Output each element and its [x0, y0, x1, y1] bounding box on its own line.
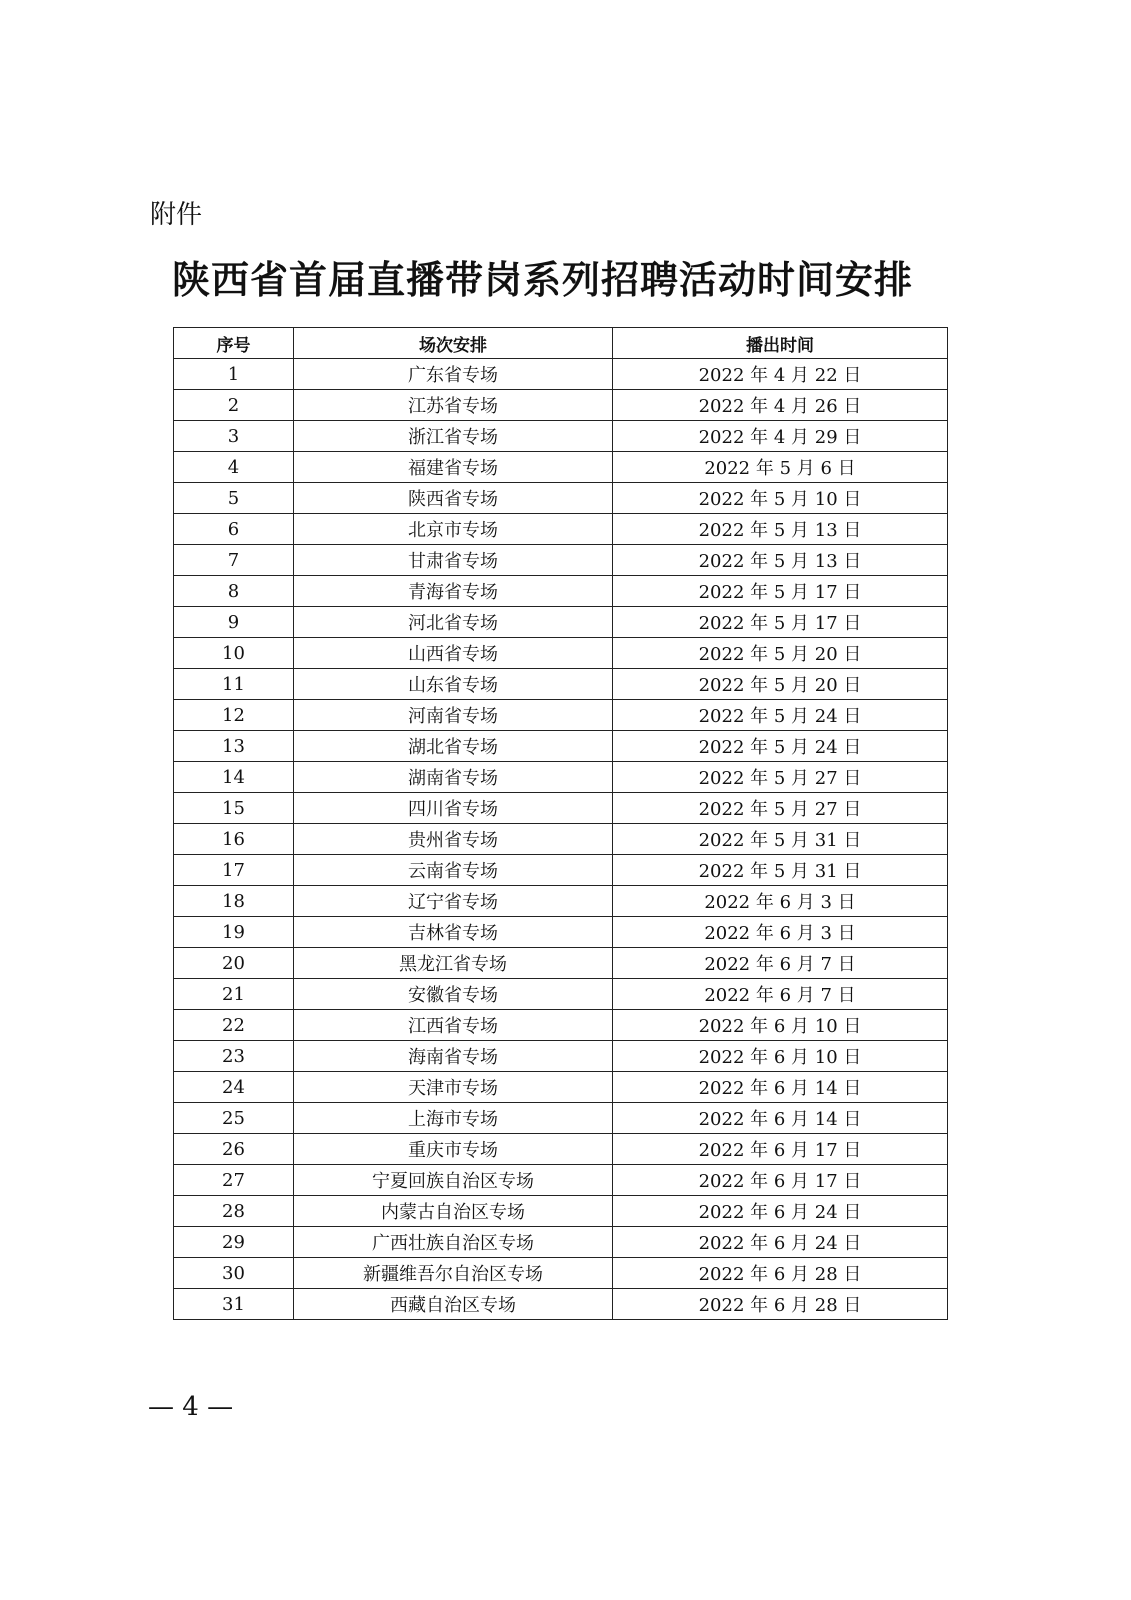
cell-session: 广东省专场 — [294, 359, 613, 390]
table-row — [174, 483, 948, 514]
cell-session: 天津市专场 — [294, 1072, 613, 1103]
table-row — [174, 1289, 948, 1320]
cell-session: 浙江省专场 — [294, 421, 613, 452]
cell-serial-number: 12 — [174, 700, 294, 731]
cell-serial-number: 23 — [174, 1041, 294, 1072]
header-session: 场次安排 — [294, 328, 613, 359]
cell-session: 重庆市专场 — [294, 1134, 613, 1165]
cell-session: 辽宁省专场 — [294, 886, 613, 917]
table-row — [174, 1258, 948, 1289]
cell-broadcast-time: 2022 年 5 月 17 日 — [613, 576, 948, 607]
table-row — [174, 638, 948, 669]
cell-serial-number: 29 — [174, 1227, 294, 1258]
table-row — [174, 1072, 948, 1103]
table-row — [174, 793, 948, 824]
cell-session: 新疆维吾尔自治区专场 — [294, 1258, 613, 1289]
cell-session: 安徽省专场 — [294, 979, 613, 1010]
cell-serial-number: 7 — [174, 545, 294, 576]
cell-broadcast-time: 2022 年 5 月 20 日 — [613, 638, 948, 669]
schedule-table — [173, 327, 948, 1320]
cell-broadcast-time: 2022 年 6 月 28 日 — [613, 1258, 948, 1289]
cell-broadcast-time: 2022 年 5 月 31 日 — [613, 824, 948, 855]
table-row — [174, 917, 948, 948]
cell-broadcast-time: 2022 年 6 月 3 日 — [613, 886, 948, 917]
cell-serial-number: 15 — [174, 793, 294, 824]
cell-serial-number: 5 — [174, 483, 294, 514]
cell-broadcast-time: 2022 年 5 月 27 日 — [613, 793, 948, 824]
cell-serial-number: 31 — [174, 1289, 294, 1320]
cell-serial-number: 2 — [174, 390, 294, 421]
cell-session: 江西省专场 — [294, 1010, 613, 1041]
table-header-row — [174, 328, 948, 359]
cell-broadcast-time: 2022 年 5 月 27 日 — [613, 762, 948, 793]
table-row — [174, 359, 948, 390]
cell-serial-number: 26 — [174, 1134, 294, 1165]
cell-serial-number: 16 — [174, 824, 294, 855]
cell-serial-number: 8 — [174, 576, 294, 607]
cell-serial-number: 21 — [174, 979, 294, 1010]
cell-broadcast-time: 2022 年 6 月 3 日 — [613, 917, 948, 948]
table-row — [174, 886, 948, 917]
cell-serial-number: 14 — [174, 762, 294, 793]
document-title: 陕西省首届直播带岗系列招聘活动时间安排 — [172, 258, 914, 302]
table-row — [174, 731, 948, 762]
cell-broadcast-time: 2022 年 4 月 26 日 — [613, 390, 948, 421]
cell-broadcast-time: 2022 年 6 月 14 日 — [613, 1103, 948, 1134]
cell-serial-number: 24 — [174, 1072, 294, 1103]
cell-session: 四川省专场 — [294, 793, 613, 824]
table-row — [174, 979, 948, 1010]
table-row — [174, 1103, 948, 1134]
cell-serial-number: 13 — [174, 731, 294, 762]
table-row — [174, 700, 948, 731]
table-row — [174, 1010, 948, 1041]
page-number: — 4 — — [148, 1392, 234, 1422]
cell-serial-number: 9 — [174, 607, 294, 638]
table-row — [174, 421, 948, 452]
cell-session: 贵州省专场 — [294, 824, 613, 855]
header-serial-number: 序号 — [174, 328, 294, 359]
cell-session: 福建省专场 — [294, 452, 613, 483]
cell-broadcast-time: 2022 年 6 月 7 日 — [613, 948, 948, 979]
table-body — [174, 359, 948, 1320]
cell-broadcast-time: 2022 年 4 月 29 日 — [613, 421, 948, 452]
cell-broadcast-time: 2022 年 5 月 24 日 — [613, 731, 948, 762]
header-broadcast-time: 播出时间 — [613, 328, 948, 359]
cell-serial-number: 11 — [174, 669, 294, 700]
cell-broadcast-time: 2022 年 5 月 6 日 — [613, 452, 948, 483]
cell-broadcast-time: 2022 年 5 月 24 日 — [613, 700, 948, 731]
cell-serial-number: 19 — [174, 917, 294, 948]
table-row — [174, 1165, 948, 1196]
table-row — [174, 576, 948, 607]
cell-broadcast-time: 2022 年 5 月 13 日 — [613, 545, 948, 576]
cell-serial-number: 20 — [174, 948, 294, 979]
cell-serial-number: 22 — [174, 1010, 294, 1041]
cell-serial-number: 4 — [174, 452, 294, 483]
cell-broadcast-time: 2022 年 4 月 22 日 — [613, 359, 948, 390]
cell-session: 上海市专场 — [294, 1103, 613, 1134]
table-row — [174, 607, 948, 638]
table-row — [174, 824, 948, 855]
cell-broadcast-time: 2022 年 6 月 24 日 — [613, 1196, 948, 1227]
cell-session: 海南省专场 — [294, 1041, 613, 1072]
cell-broadcast-time: 2022 年 5 月 13 日 — [613, 514, 948, 545]
cell-session: 云南省专场 — [294, 855, 613, 886]
cell-session: 湖南省专场 — [294, 762, 613, 793]
cell-broadcast-time: 2022 年 6 月 17 日 — [613, 1165, 948, 1196]
cell-session: 青海省专场 — [294, 576, 613, 607]
cell-serial-number: 6 — [174, 514, 294, 545]
cell-session: 黑龙江省专场 — [294, 948, 613, 979]
table-row — [174, 545, 948, 576]
cell-session: 吉林省专场 — [294, 917, 613, 948]
cell-serial-number: 3 — [174, 421, 294, 452]
cell-session: 宁夏回族自治区专场 — [294, 1165, 613, 1196]
table-row — [174, 452, 948, 483]
cell-broadcast-time: 2022 年 5 月 10 日 — [613, 483, 948, 514]
cell-serial-number: 28 — [174, 1196, 294, 1227]
cell-broadcast-time: 2022 年 6 月 7 日 — [613, 979, 948, 1010]
table-row — [174, 948, 948, 979]
table-row — [174, 855, 948, 886]
cell-broadcast-time: 2022 年 6 月 10 日 — [613, 1010, 948, 1041]
cell-session: 西藏自治区专场 — [294, 1289, 613, 1320]
cell-broadcast-time: 2022 年 6 月 17 日 — [613, 1134, 948, 1165]
cell-session: 陕西省专场 — [294, 483, 613, 514]
cell-broadcast-time: 2022 年 5 月 20 日 — [613, 669, 948, 700]
table-row — [174, 669, 948, 700]
cell-session: 河北省专场 — [294, 607, 613, 638]
cell-session: 山东省专场 — [294, 669, 613, 700]
table-row — [174, 1134, 948, 1165]
cell-serial-number: 27 — [174, 1165, 294, 1196]
cell-broadcast-time: 2022 年 5 月 31 日 — [613, 855, 948, 886]
cell-session: 山西省专场 — [294, 638, 613, 669]
table-row — [174, 1041, 948, 1072]
cell-serial-number: 18 — [174, 886, 294, 917]
table-row — [174, 390, 948, 421]
cell-broadcast-time: 2022 年 6 月 28 日 — [613, 1289, 948, 1320]
cell-broadcast-time: 2022 年 6 月 24 日 — [613, 1227, 948, 1258]
cell-session: 内蒙古自治区专场 — [294, 1196, 613, 1227]
table-row — [174, 762, 948, 793]
cell-serial-number: 1 — [174, 359, 294, 390]
cell-serial-number: 17 — [174, 855, 294, 886]
cell-session: 北京市专场 — [294, 514, 613, 545]
cell-session: 河南省专场 — [294, 700, 613, 731]
table-row — [174, 1227, 948, 1258]
table-row — [174, 1196, 948, 1227]
cell-session: 甘肃省专场 — [294, 545, 613, 576]
cell-broadcast-time: 2022 年 6 月 10 日 — [613, 1041, 948, 1072]
cell-session: 江苏省专场 — [294, 390, 613, 421]
cell-session: 湖北省专场 — [294, 731, 613, 762]
cell-serial-number: 30 — [174, 1258, 294, 1289]
attachment-label: 附件 — [150, 200, 203, 230]
cell-serial-number: 25 — [174, 1103, 294, 1134]
table-row — [174, 514, 948, 545]
cell-serial-number: 10 — [174, 638, 294, 669]
cell-broadcast-time: 2022 年 6 月 14 日 — [613, 1072, 948, 1103]
cell-session: 广西壮族自治区专场 — [294, 1227, 613, 1258]
cell-broadcast-time: 2022 年 5 月 17 日 — [613, 607, 948, 638]
